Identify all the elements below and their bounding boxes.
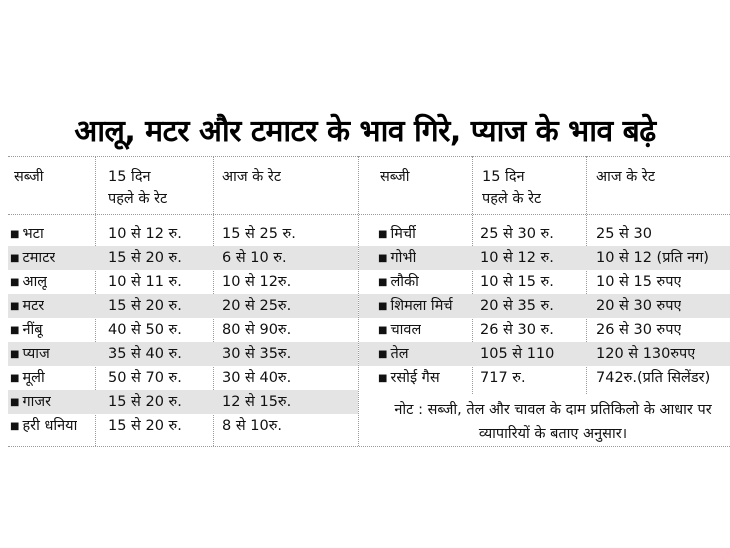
left-today-rate: 30 से 40रु. (222, 370, 292, 386)
header-prev-left-line1: 15 दिन (108, 169, 151, 185)
right-veg-label: मिर्ची (390, 226, 416, 242)
header-prev-right-line1: 15 दिन (482, 169, 525, 185)
left-prev-rate: 15 से 20 रु. (108, 250, 182, 266)
left-veg-label: टमाटर (22, 250, 56, 266)
left-row-shade (8, 390, 358, 414)
left-veg-label: मटर (22, 298, 45, 314)
left-veg-label: हरी धनिया (22, 418, 78, 434)
left-veg-label: प्याज (22, 346, 50, 362)
bullet-mark: ■ (10, 301, 20, 312)
left-veg-name (10, 342, 50, 366)
right-veg-label: गोभी (390, 250, 417, 266)
left-prev-rate: 15 से 20 रु. (108, 298, 182, 314)
left-veg-name (10, 414, 77, 438)
right-veg-label: शिमला मिर्च (390, 298, 453, 314)
bullet-mark: ■ (378, 301, 388, 312)
left-prev-rate: 10 से 11 रु. (108, 274, 182, 290)
right-veg-name (378, 342, 409, 366)
headline: आलू, मटर और टमाटर के भाव गिरे, प्याज के भाव बढ़े (74, 114, 656, 149)
bullet-mark: ■ (378, 373, 388, 384)
left-veg-name (10, 270, 47, 294)
left-veg-label: आलू (22, 274, 48, 290)
table-bottom-rule (8, 446, 730, 447)
right-veg-name (378, 366, 440, 390)
left-prev-rate: 15 से 20 रु. (108, 394, 182, 410)
bullet-mark: ■ (10, 253, 20, 264)
right-veg-name (378, 294, 453, 318)
bullet-mark: ■ (10, 397, 20, 408)
header-bottom-rule (8, 214, 730, 215)
right-veg-label: रसोई गैस (390, 370, 440, 386)
left-today-rate: 30 से 35रु. (222, 346, 292, 362)
left-prev-rate: 50 से 70 रु. (108, 370, 182, 386)
header-veg-left: सब्जी (14, 169, 44, 185)
right-prev-rate: 10 से 15 रु. (480, 274, 554, 290)
header-today-right: आज के रेट (596, 169, 656, 185)
footnote: नोट : सब्जी, तेल और चावल के दाम प्रतिकिलो के आधार पर व्यापारियों के बताए अनुसार। (394, 402, 712, 442)
left-veg-label: गाजर (22, 394, 52, 410)
table-top-rule (8, 156, 730, 157)
bullet-mark: ■ (378, 325, 388, 336)
left-prev-rate: 35 से 40 रु. (108, 346, 182, 362)
right-today-rate: 25 से 30 (596, 226, 652, 242)
header-prev-left-line2: पहले के रेट (108, 191, 168, 207)
right-today-rate: 10 से 12 (प्रति नग) (596, 250, 709, 266)
right-prev-rate: 26 से 30 रु. (480, 322, 554, 338)
right-today-rate: 120 से 130रुपए (596, 346, 696, 362)
right-today-rate: 10 से 15 रुपए (596, 274, 682, 290)
right-veg-label: चावल (390, 322, 422, 338)
bullet-mark: ■ (10, 373, 20, 384)
bullet-mark: ■ (378, 349, 388, 360)
left-today-rate: 12 से 15रु. (222, 394, 292, 410)
left-prev-rate: 15 से 20 रु. (108, 418, 182, 434)
left-veg-name (10, 366, 45, 390)
left-veg-name (10, 294, 44, 318)
left-row-shade (8, 342, 358, 366)
left-veg-label: नींबू (22, 322, 43, 338)
left-today-rate: 8 से 10रु. (222, 418, 282, 434)
bullet-mark: ■ (378, 277, 388, 288)
left-veg-name (10, 318, 43, 342)
right-prev-rate: 717 रु. (480, 370, 526, 386)
left-today-rate: 80 से 90रु. (222, 322, 292, 338)
left-veg-name (10, 390, 51, 414)
right-veg-name (378, 318, 421, 342)
right-today-rate: 742रु.(प्रति सिलेंडर) (596, 370, 711, 386)
left-today-rate: 6 से 10 रु. (222, 250, 287, 266)
right-veg-label: लौकी (390, 274, 419, 290)
right-veg-name (378, 222, 416, 246)
right-veg-name (378, 270, 419, 294)
bullet-mark: ■ (10, 349, 20, 360)
header-veg-right: सब्जी (380, 169, 410, 185)
left-veg-name (10, 222, 44, 246)
right-prev-rate: 10 से 12 रु. (480, 250, 554, 266)
right-today-rate: 26 से 30 रुपए (596, 322, 682, 338)
right-prev-rate: 20 से 35 रु. (480, 298, 554, 314)
right-prev-rate: 25 से 30 रु. (480, 226, 554, 242)
left-veg-label: मूली (22, 370, 45, 386)
left-veg-label: भटा (22, 226, 44, 242)
right-veg-name (378, 246, 416, 270)
bullet-mark: ■ (10, 325, 20, 336)
left-today-rate: 10 से 12रु. (222, 274, 292, 290)
right-prev-rate: 105 से 110 (480, 346, 555, 362)
left-prev-rate: 10 से 12 रु. (108, 226, 182, 242)
bullet-mark: ■ (378, 229, 388, 240)
left-veg-name (10, 246, 55, 270)
bullet-mark: ■ (10, 277, 20, 288)
right-today-rate: 20 से 30 रुपए (596, 298, 682, 314)
bullet-mark: ■ (10, 229, 20, 240)
bullet-mark: ■ (10, 421, 20, 432)
bullet-mark: ■ (378, 253, 388, 264)
left-today-rate: 15 से 25 रु. (222, 226, 296, 242)
left-row-shade (8, 294, 358, 318)
left-row-shade (8, 246, 358, 270)
right-veg-label: तेल (390, 346, 409, 362)
left-today-rate: 20 से 25रु. (222, 298, 292, 314)
header-today-left: आज के रेट (222, 169, 282, 185)
header-prev-right-line2: पहले के रेट (482, 191, 542, 207)
left-prev-rate: 40 से 50 रु. (108, 322, 182, 338)
